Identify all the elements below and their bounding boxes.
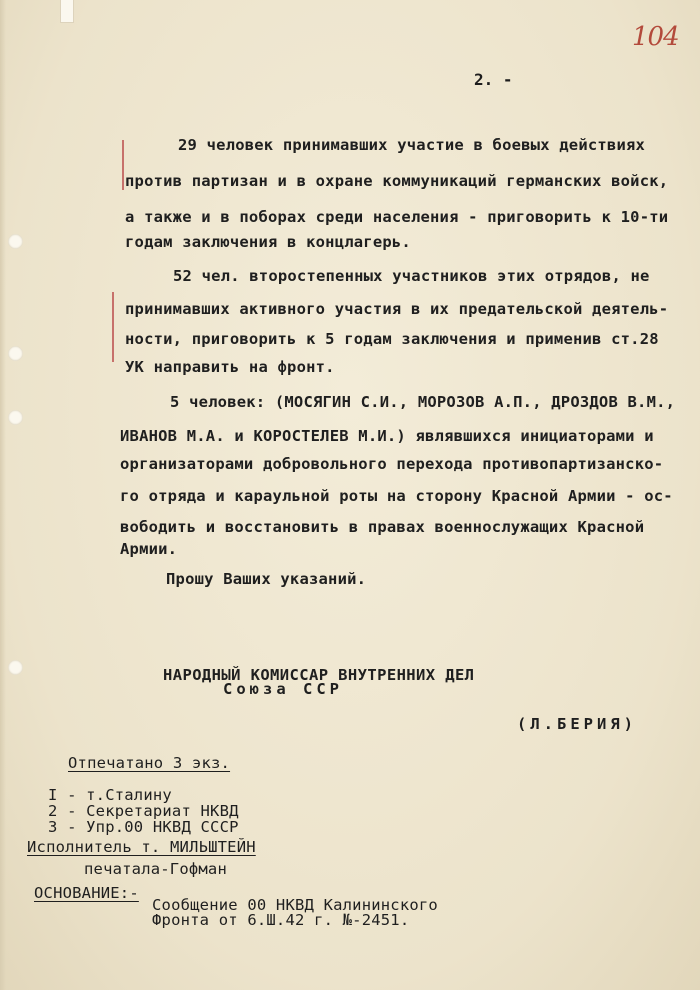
- page-number: 2. -: [474, 70, 513, 89]
- paper-tab-mark: [60, 0, 74, 23]
- page-edge: [0, 0, 6, 990]
- executor-line: Исполнитель т. МИЛЬШТЕЙН: [27, 838, 256, 856]
- paragraph3-line: организаторами добровольного перехода противопартизанско-: [120, 455, 664, 473]
- basis-line: Фронта от 6.Ш.42 г. №-2451.: [152, 911, 410, 929]
- paragraph2-line: 52 чел. второстепенных участников этих отрядов, не: [173, 267, 650, 285]
- paragraph1-line: 29 человек принимавших участие в боевых действиях: [178, 136, 646, 154]
- distribution-item: 2 - Секретариат НКВД: [48, 802, 239, 820]
- paragraph2-line: УК направить на фронт.: [125, 358, 335, 376]
- paragraph3-line: го отряда и караульной роты на сторону Красной Армии - ос-: [120, 487, 673, 505]
- paragraph2-line: ности, приговорить к 5 годам заключения и применив ст.28: [125, 330, 659, 348]
- paragraph1-line: а также и в поборах среди населения - приговорить к 10-ти: [125, 208, 669, 226]
- distribution-item: I - т.Сталину: [48, 786, 172, 804]
- paragraph1-line: против партизан и в охране коммуникаций германских войск,: [125, 172, 669, 190]
- typist-line: печатала-Гофман: [84, 860, 227, 878]
- paragraph2-line: принимавших активного участия в их предательской деятель-: [125, 300, 669, 318]
- punch-hole: [8, 234, 23, 249]
- paragraph3-line: ИВАНОВ М.А. и КОРОСТЕЛЕВ М.И.) являвшихся инициаторами и: [120, 427, 654, 445]
- request-line: Прошу Ваших указаний.: [166, 570, 367, 588]
- paragraph3-line: 5 человек: (МОСЯГИН С.И., МОРОЗОВ А.П., ДРОЗДОВ В.М.,: [170, 393, 676, 411]
- paragraph3-line: Армии.: [120, 540, 178, 558]
- basis-line: Сообщение 00 НКВД Калининского: [152, 896, 438, 914]
- signatory-title: НАРОДНЫЙ КОМИССАР ВНУТРЕННИХ ДЕЛ: [163, 666, 475, 684]
- paragraph3-line: вободить и восстановить в правах военнослужащих Красной: [120, 518, 645, 536]
- copies-header: Отпечатано 3 экз.: [68, 754, 231, 772]
- distribution-item: 3 - Упр.00 НКВД СССР: [48, 818, 239, 836]
- punch-hole: [8, 346, 23, 361]
- margin-mark: [112, 292, 114, 362]
- paragraph1-line: годам заключения в концлагерь.: [125, 233, 411, 251]
- archive-page-number: 104: [632, 22, 679, 52]
- basis-label: ОСНОВАНИЕ:-: [34, 884, 139, 902]
- punch-hole: [8, 660, 23, 675]
- signatory-title-line2: Союза ССР: [223, 680, 343, 698]
- punch-hole: [8, 410, 23, 425]
- margin-mark: [122, 140, 124, 190]
- signatory-name: (Л.БЕРИЯ): [517, 715, 637, 733]
